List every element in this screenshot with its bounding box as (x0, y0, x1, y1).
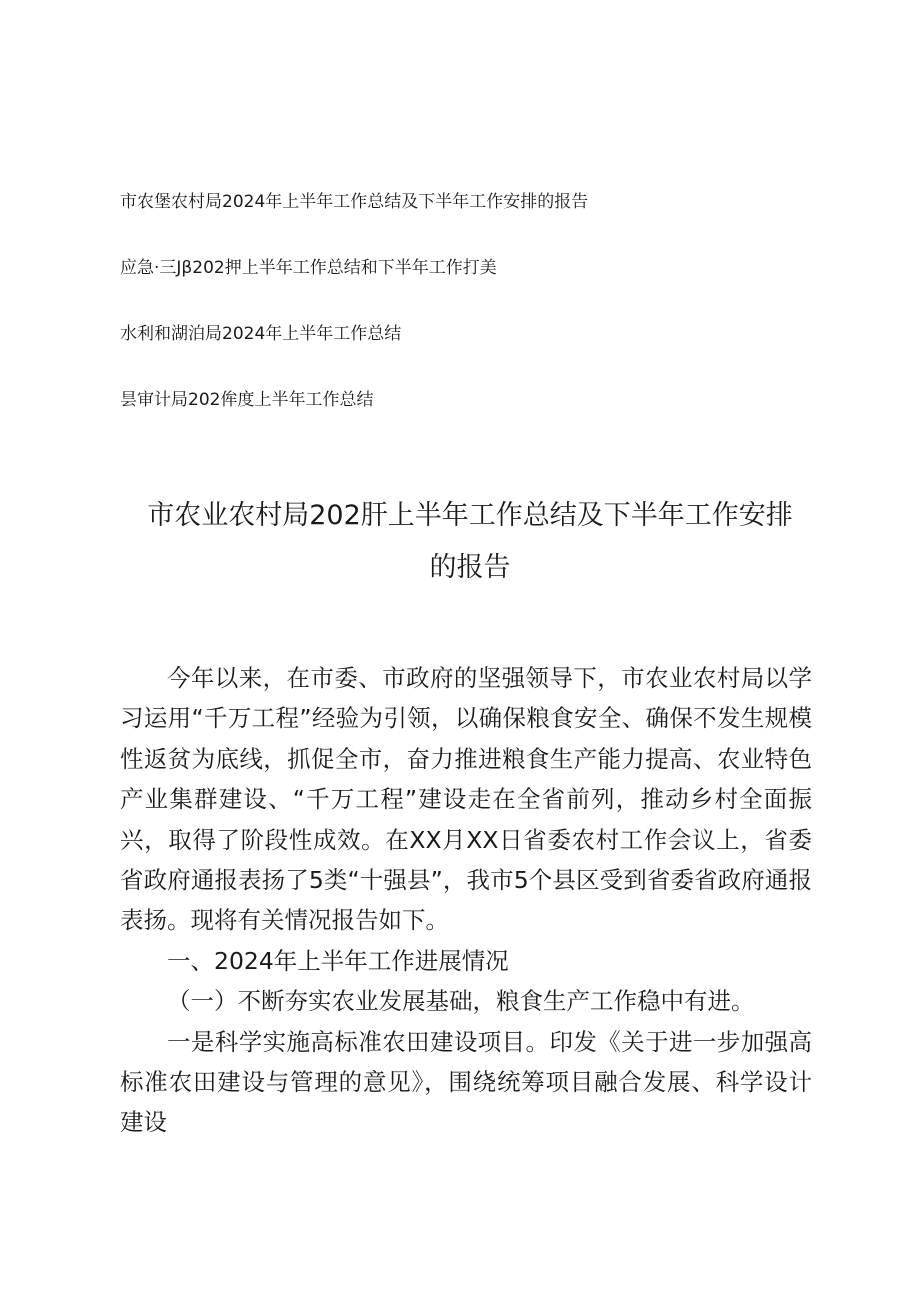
body-paragraph: 一是科学实施高标准农田建设项目。印发《关于进一步加强高标准农田建设与管理的意见》，围绕统筹项目融合发展、科学设计建设 (120, 1027, 812, 1137)
document-title-line-2: 的报告 (429, 552, 511, 583)
intro-paragraph: 今年以来，在市委、市政府的坚强领导下，市农业农村局以学习运用“千万工程”经验为引领，以确保粮食安全、确保不发生规模性返贫为底线，抓促全市，奋力推进粮食生产能力提高、农业特色产业集群建设、“千万工程”建设走在全省前列，推动乡村全面振兴，取得了阶段性成效。在XX月XX日省委农村工作会议上，省委省政府通报表扬了5类“十强县”，我市5个县区受到省委省政府通报表扬。现将有关情况报告如下。 (120, 664, 812, 935)
related-document-link[interactable]: 应急·三Jβ202押上半年工作总结和下半年工作打美 (120, 258, 497, 278)
subsection-heading: （一）不断夯实农业发展基础，粮食生产工作稳中有进。 (167, 987, 755, 1016)
related-document-link[interactable]: 昙审计局202侔度上半年工作总结 (120, 390, 374, 410)
document-title-line-1: 市农业农村局202肝上半年工作总结及下半年工作安排 (147, 500, 793, 531)
related-document-link[interactable]: 水利和湖泊局2024年上半年工作总结 (120, 324, 402, 344)
document-title (110, 490, 830, 594)
related-document-link[interactable]: 市农堡农村局2024年上半年工作总结及下半年工作安排的报告 (120, 192, 589, 212)
related-documents-list (120, 190, 820, 454)
document-body (120, 658, 812, 1143)
section-heading: 一、2024年上半年工作进展情况 (167, 946, 509, 975)
